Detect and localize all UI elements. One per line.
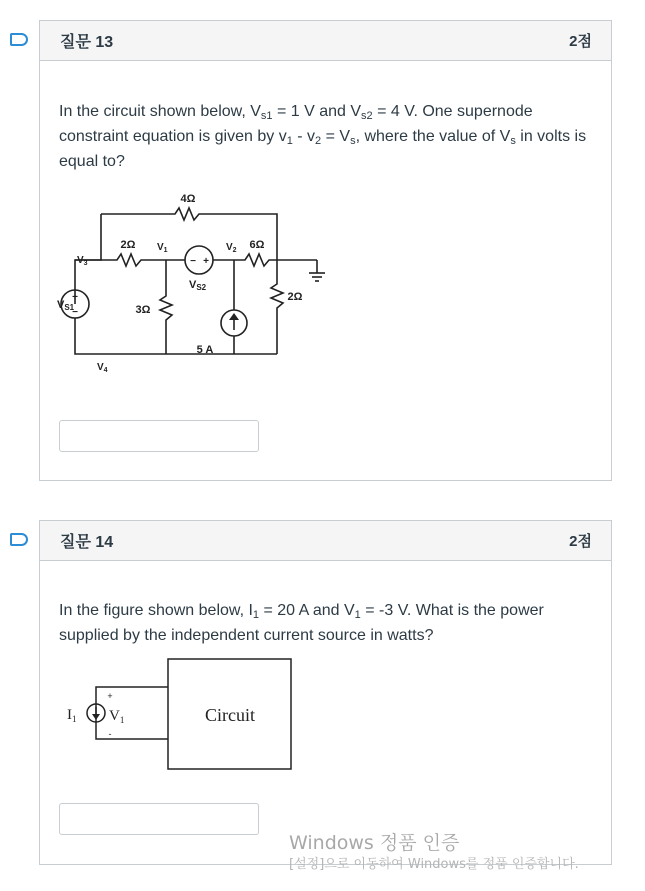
question-points: 2점 <box>569 33 592 50</box>
answer-input-13[interactable] <box>59 420 259 452</box>
label-v3: $V_3$ <box>77 255 88 267</box>
label-v1: $V_1$ <box>157 242 168 254</box>
question-card-14 <box>39 520 612 865</box>
windows-activation-title: Windows 정품 인증 <box>289 832 460 854</box>
bookmark-flag-icon[interactable] <box>10 533 28 546</box>
label-3ohm: 3Ω <box>135 304 151 316</box>
question-points: 2점 <box>569 533 592 550</box>
question-text: In the circuit shown below, $V_{s1} = 1$ V and $V_{s2} = 4$ V. One supernode constraint equation is given by $v_1 - v_2 = V_s$, where the value of $V_s$ in volts is equal to? <box>59 103 587 170</box>
question-title: 질문 14 <box>60 534 114 551</box>
label-i1: $I_1$ <box>67 707 77 724</box>
bookmark-flag-icon[interactable] <box>10 33 28 46</box>
label-vs2: VS2 <box>189 279 207 292</box>
circuit-diagram-13 <box>55 186 335 376</box>
circuit-block-diagram-14 <box>55 653 305 773</box>
vs1-plus: + <box>72 292 78 303</box>
vs2-minus: − <box>190 256 196 267</box>
label-2ohm-right: 2Ω <box>287 291 303 303</box>
circuit-box-label: Circuit <box>205 705 255 725</box>
v1-plus: + <box>107 691 113 701</box>
label-v1: $V_1$ <box>109 708 125 725</box>
v1-minus: - <box>108 729 112 739</box>
windows-activation-subtitle: [설정]으로 이동하여 Windows를 정품 인증합니다. <box>289 857 579 872</box>
answer-input-14[interactable] <box>59 803 259 835</box>
label-vs1: VS1 <box>57 299 75 312</box>
question-text: In the figure shown below, $I_1 = 20$ A and $V_1 = -3$ V. What is the power supplied by the independent current source in watts? <box>59 602 544 644</box>
vs2-plus: + <box>203 256 209 267</box>
question-header <box>40 21 611 61</box>
question-card-13 <box>39 20 612 481</box>
label-6ohm: 6Ω <box>249 239 265 251</box>
question-title: 질문 13 <box>60 34 114 51</box>
label-4ohm: 4Ω <box>180 193 196 205</box>
label-v2: $V_2$ <box>226 242 237 254</box>
vs1-minus: − <box>72 307 78 318</box>
label-v4: $V_4$ <box>97 362 108 374</box>
label-5A: 5 A <box>196 344 214 356</box>
label-2ohm-left: 2Ω <box>120 239 136 251</box>
question-header <box>40 521 611 561</box>
